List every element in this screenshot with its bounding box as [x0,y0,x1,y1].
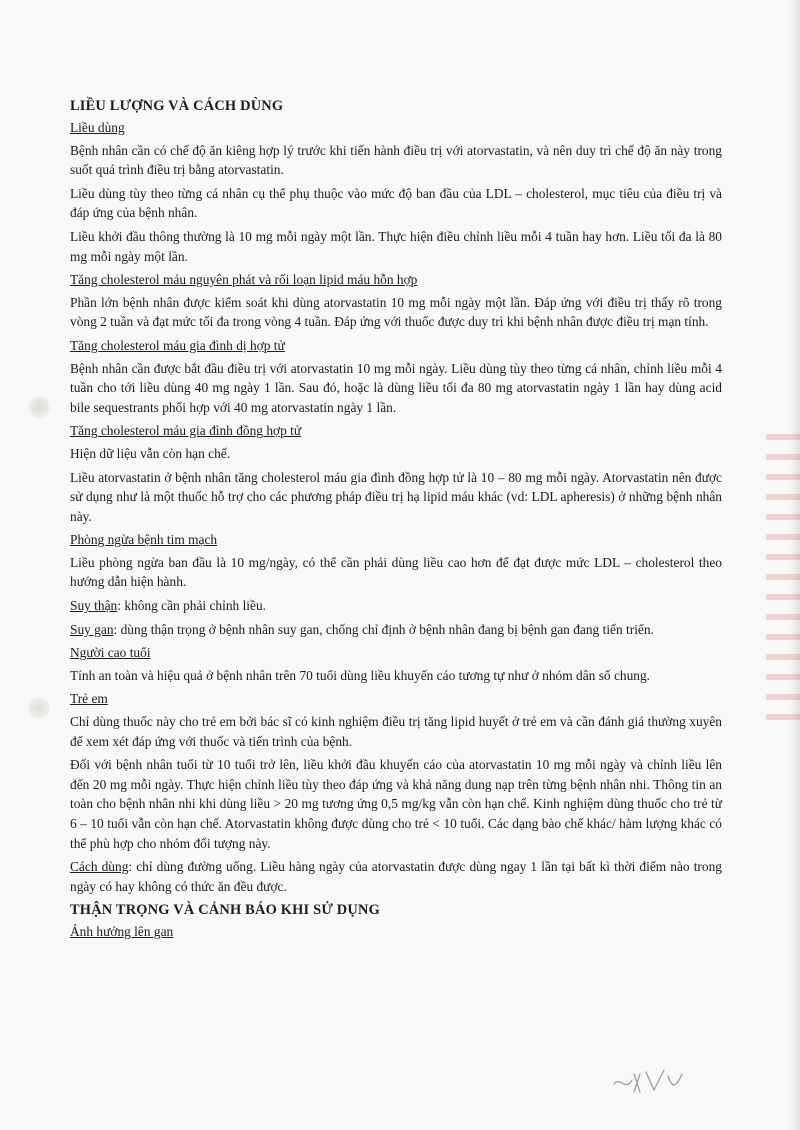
subheading-primary-hypercholesterolemia: Tăng cholesterol máu nguyên phát và rối loạn lipid máu hỗn hợp [70,272,418,288]
paragraph: Liều atorvastatin ở bệnh nhân tăng cholesterol máu gia đình đồng hợp tử là 10 – 80 mg mỗi ngày. Atorvastatin nên được sử dụng như là một thuốc hỗ trợ cho các phương pháp điều trị hạ lipid máu khác (vd: LDL apheresis) ở những bệnh nhân này. [70,469,722,524]
paragraph: Bệnh nhân cần được bắt đầu điều trị với atorvastatin 10 mg mỗi ngày. Liều dùng tùy theo từng cá nhân, chỉnh liều mỗi 4 tuần cho tới liều dùng 40 mg ngày 1 lần. Sau đó, hoặc là dùng liều tối đa 80 mg atorvastatin ngày 1 lần hay dùng acid bile sequestrants phối hợp với 40 mg atorvastatin ngày 1 lần. [70,360,722,415]
warnings-title: THẬN TRỌNG VÀ CẢNH BÁO KHI SỬ DỤNG [70,902,380,919]
subheading-heterozygous: Tăng cholesterol máu gia đình dị hợp tử [70,337,285,353]
renal-text: : không cần phải chỉnh liều. [117,598,266,614]
renal-impairment-line [70,596,722,616]
hepatic-impairment-line [70,620,722,640]
punch-hole-mark [28,697,50,719]
paragraph: Đối với bệnh nhân tuổi từ 10 tuổi trở lên, liều khởi đầu khuyến cáo của atorvastatin 10 mg mỗi ngày và chỉnh liều lên đến 20 mg mỗi ngày. Thực hiện chỉnh liều tùy theo đáp ứng và khả năng dung nạp trên từng bệnh nhân nhi. Thông tin an toàn cho bệnh nhân nhi khi dùng liều > 20 mg tương ứng 0,5 mg/kg vẫn còn hạn chế. Kinh nghiệm dùng thuốc cho trẻ từ 6 – 10 tuổi vẫn còn hạn chế. Atorvastatin không được dùng cho trẻ < 10 tuổi. Các dạng bào chế khác/ hàm lượng khác có thể phù hợp cho nhóm đối tượng này. [70,757,722,851]
hepatic-text: : dùng thận trọng ở bệnh nhân suy gan, chống chỉ định ở bệnh nhân đang bị bệnh gan đang tiến triển. [113,621,654,637]
paragraph: Tính an toàn và hiệu quả ở bệnh nhân trên 70 tuổi dùng liều khuyến cáo tương tự như ở nhóm dân số chung. [70,667,651,683]
document-page [70,96,722,945]
hepatic-label: Suy gan [70,621,114,637]
punch-hole-mark [28,396,50,418]
paragraph: Chỉ dùng thuốc này cho trẻ em bởi bác sĩ có kinh nghiệm điều trị tăng lipid huyết ở trẻ em và cần đánh giá thường xuyên để xem xét đáp ứng với thuốc và tiến trình của bệnh. [70,714,722,749]
paragraph: Liều phòng ngừa ban đầu là 10 mg/ngày, có thể cần phải dùng liều cao hơn để đạt được mức LDL – cholesterol theo hướng dẫn hiện hành. [70,554,722,590]
subheading-cardiovascular-prevention: Phòng ngừa bệnh tim mạch [70,532,218,548]
red-stamp-mark [766,420,800,720]
subheading-lieu-dung: Liều dùng [70,120,125,135]
renal-label: Suy thận [70,598,118,614]
subheading-liver-effects: Ảnh hưởng lên gan [70,924,174,940]
subheading-elderly: Người cao tuổi [70,645,151,661]
section-title: LIỀU LƯỢNG VÀ CÁCH DÙNG [70,98,284,114]
paragraph: Hiện dữ liệu vẫn còn hạn chế. [70,445,231,461]
paragraph: Bệnh nhân cần có chế độ ăn kiêng hợp lý trước khi tiến hành điều trị với atorvastatin, và nên duy trì chế độ ăn này trong suốt quá trình điều trị bằng atorvastatin. [70,142,722,178]
usage-label: Cách dùng [70,859,129,875]
subheading-homozygous: Tăng cholesterol máu gia đình đồng hợp tử [70,423,302,439]
handwritten-signature-mark [610,1062,690,1098]
paragraph: Phần lớn bệnh nhân được kiểm soát khi dùng atorvastatin 10 mg mỗi ngày một lần. Đáp ứng với điều trị thấy rõ trong vòng 2 tuần và đạt mức tối đa trong vòng 4 tuần. Đáp ứng với thuốc được duy trì khi bệnh nhân được điều trị mạn tính. [70,294,722,330]
usage-line [70,857,722,896]
subheading-children: Trẻ em [70,691,108,707]
usage-text: : chỉ dùng đường uống. Liều hàng ngày của atorvastatin được dùng ngay 1 lần tại bất kì thời điểm nào trong ngày có hay không có thức ăn đều được. [70,859,722,894]
paragraph: Liều dùng tùy theo từng cá nhân cụ thể phụ thuộc vào mức độ ban đầu của LDL – cholesterol, mục tiêu của điều trị và đáp ứng của bệnh nhân. [70,185,722,221]
paragraph: Liều khởi đầu thông thường là 10 mg mỗi ngày một lần. Thực hiện điều chỉnh liều mỗi 4 tuần hay hơn. Liều tối đa là 80 mg mỗi ngày một lần. [70,228,722,264]
